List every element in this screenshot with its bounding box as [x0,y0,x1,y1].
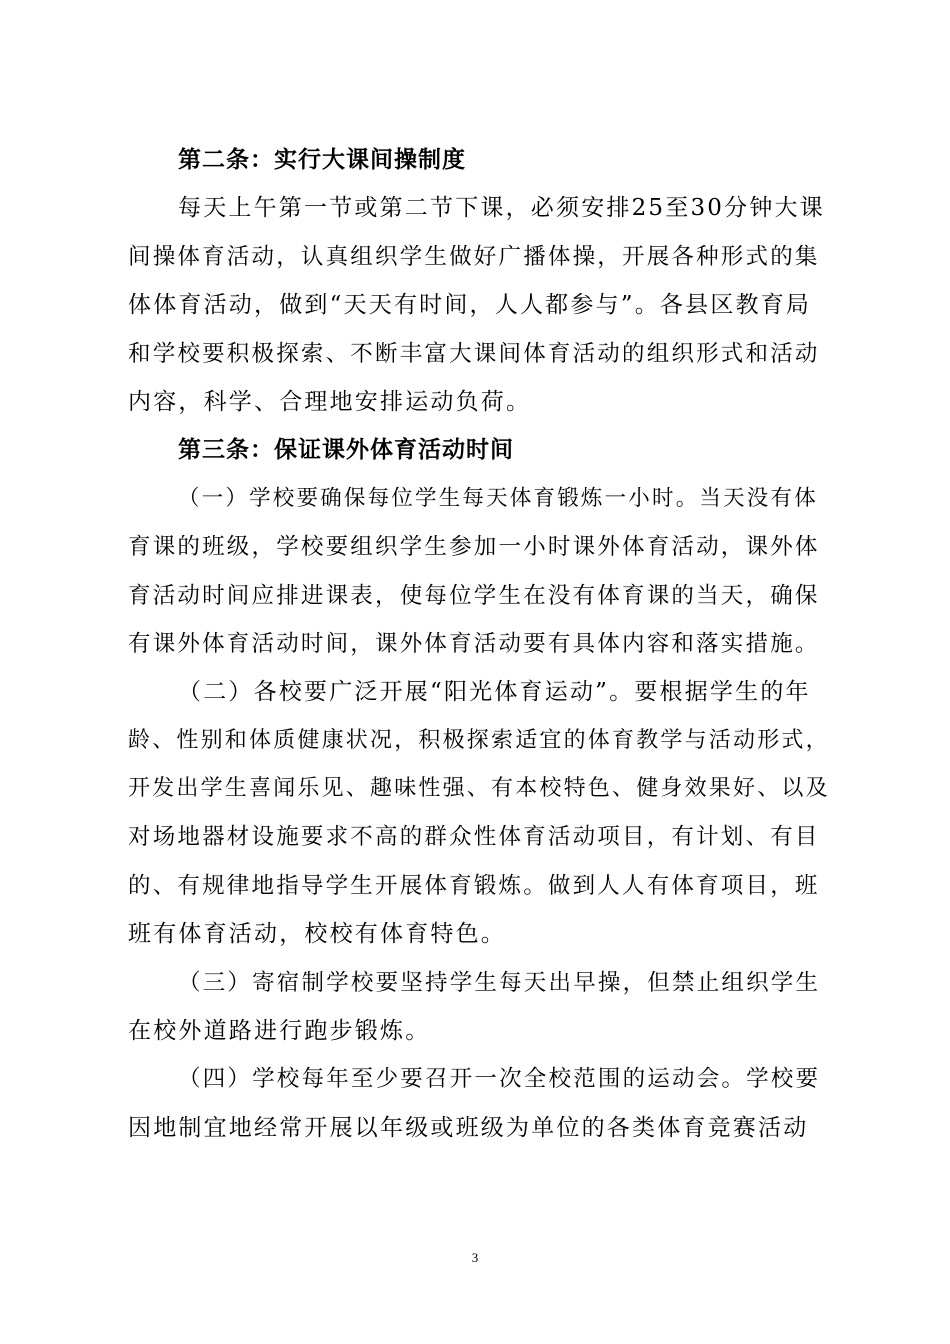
paragraph-line: 体体育活动，做到“天天有时间，人人都参与”。各县区教育局 [128,292,812,319]
article-3-heading: 第三条：保证课外体育活动时间 [178,437,514,464]
document-body [128,136,830,1152]
paragraph-line: （二）各校要广泛开展“阳光体育运动”。要根据学生的年 [178,679,811,706]
paragraph-line: 对场地器材设施要求不高的群众性体育活动项目，有计划、有目 [128,824,820,851]
paragraph-line: 班有体育活动，校校有体育特色。 [128,921,506,948]
paragraph-line: 开发出学生喜闻乐见、趣味性强、有本校特色、健身效果好、以及 [128,776,830,802]
paragraph-line: 和学校要积极探索、不断丰富大课间体育活动的组织形式和活动 [128,340,820,367]
paragraph-line: （一）学校要确保每位学生每天体育锻炼一小时。当天没有体 [178,485,818,511]
paragraph-line: 间操体育活动，认真组织学生做好广播体操，开展各种形式的集 [128,243,820,270]
paragraph-line: 育活动时间应排进课表，使每位学生在没有体育课的当天，确保 [128,582,820,609]
paragraph-line: （四）学校每年至少要召开一次全校范围的运动会。学校要 [178,1066,821,1093]
paragraph-line: 有课外体育活动时间，课外体育活动要有具体内容和落实措施。 [128,630,820,657]
paragraph-line: 内容，科学、合理地安排运动负荷。 [128,388,532,415]
paragraph-line: 育课的班级，学校要组织学生参加一小时课外体育活动，课外体 [128,534,820,561]
paragraph-line: 每天上午第一节或第二节下课，必须安排25至30分钟大课 [178,195,825,222]
paragraph-line: 因地制宜地经常开展以年级或班级为单位的各类体育竞赛活动 [128,1114,809,1141]
article-2-heading: 第二条：实行大课间操制度 [178,147,466,173]
paragraph-line: 龄、性别和体质健康状况，积极探索适宜的体育教学与活动形式， [128,727,830,753]
paragraph-line: 在校外道路进行跑步锻炼。 [128,1018,431,1045]
paragraph-line: （三）寄宿制学校要坚持学生每天出早操，但禁止组织学生 [178,969,821,996]
page-number: 3 [471,1250,479,1265]
paragraph-line: 的、有规律地指导学生开展体育锻炼。做到人人有体育项目，班 [128,872,820,899]
